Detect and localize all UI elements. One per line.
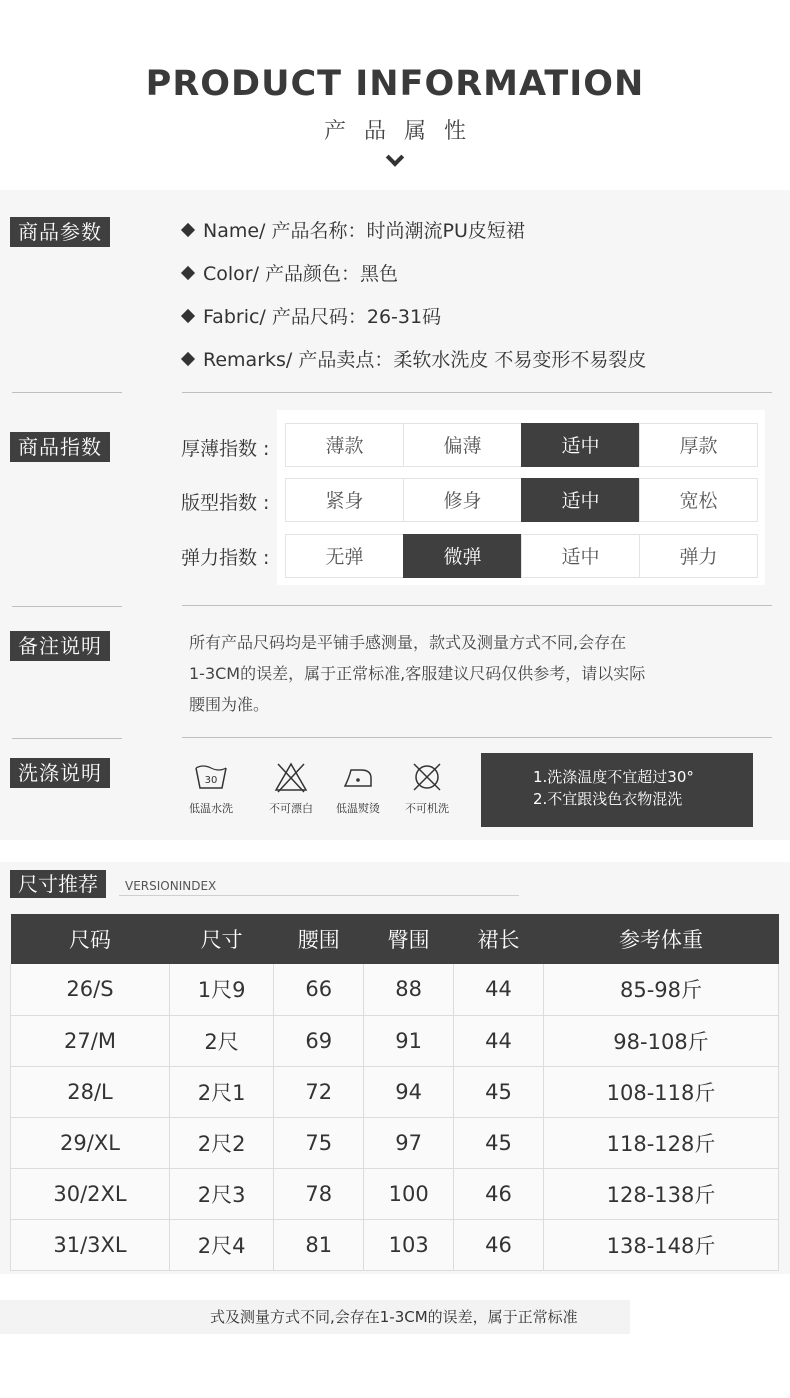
table-row (11, 1066, 779, 1117)
size-table-header (11, 914, 779, 964)
index-option-selected: 适中 (521, 423, 640, 467)
index-option: 薄款 (285, 423, 404, 467)
divider (119, 895, 519, 896)
table-cell: 91 (364, 1015, 454, 1066)
table-cell: 81 (274, 1219, 364, 1270)
attr-color: Color/ 产品颜色：黑色 (183, 259, 398, 286)
wash-30-icon (194, 760, 228, 794)
table-cell: 26/S (11, 964, 170, 1015)
index-option: 无弹 (285, 534, 404, 578)
divider (12, 392, 122, 393)
table-row (11, 1117, 779, 1168)
table-cell: 103 (364, 1219, 454, 1270)
attr-remarks: Remarks/ 产品卖点：柔软水洗皮 不易变形不易裂皮 (183, 345, 646, 372)
table-cell: 66 (274, 964, 364, 1015)
no-machine-wash-caption: 不可机洗 (405, 802, 449, 815)
table-cell: 45 (454, 1117, 544, 1168)
table-cell: 94 (364, 1066, 454, 1117)
wash-caption: 低温水洗 (189, 802, 233, 815)
table-cell: 75 (274, 1117, 364, 1168)
table-cell: 98-108斤 (544, 1015, 779, 1066)
table-cell: 100 (364, 1168, 454, 1219)
table-cell: 1尺9 (169, 964, 273, 1015)
table-cell: 138-148斤 (544, 1219, 779, 1270)
notes-text: 所有产品尺码均是平铺手感测量，款式及测量方式不同,会存在 1-3CM的误差，属于正常标准,客服建议尺码仅供参考，请以实际 腰围为准。 (189, 633, 646, 714)
table-cell: 2尺3 (169, 1168, 273, 1219)
attr-fabric: Fabric/ 产品尺码：26-31码 (183, 302, 441, 329)
table-cell: 78 (274, 1168, 364, 1219)
elasticity-index-label: 弹力指数 : (181, 547, 270, 569)
index-option: 宽松 (639, 478, 758, 522)
col-header: 臀围 (364, 914, 454, 964)
table-cell: 118-128斤 (544, 1117, 779, 1168)
divider (12, 738, 122, 739)
table-cell: 69 (274, 1015, 364, 1066)
table-cell: 44 (454, 964, 544, 1015)
low-iron-icon (341, 760, 375, 794)
washing-tips-box (481, 753, 753, 827)
fit-index-row (285, 478, 757, 522)
table-cell: 97 (364, 1117, 454, 1168)
table-cell: 2尺1 (169, 1066, 273, 1117)
table-cell: 2尺2 (169, 1117, 273, 1168)
index-option-selected: 微弹 (403, 534, 522, 578)
index-option-selected: 适中 (521, 478, 640, 522)
wash-temp-text: 30 (204, 775, 218, 786)
divider (182, 392, 772, 393)
table-cell: 27/M (11, 1015, 170, 1066)
diamond-bullet-icon (181, 352, 195, 366)
params-label: 商品参数 (10, 217, 110, 247)
page-title: PRODUCT INFORMATION (145, 64, 645, 104)
fit-index-label: 版型指数 : (181, 492, 270, 514)
table-cell: 28/L (11, 1066, 170, 1117)
table-cell: 46 (454, 1168, 544, 1219)
thickness-index-row (285, 423, 757, 467)
no-bleach-icon (274, 760, 308, 794)
table-row (11, 1168, 779, 1219)
no-bleach-caption: 不可漂白 (269, 802, 313, 815)
washing-tip: 2.不宜跟浅色衣物混洗 (533, 790, 683, 808)
table-row (11, 1015, 779, 1066)
table-cell: 30/2XL (11, 1168, 170, 1219)
table-cell: 29/XL (11, 1117, 170, 1168)
index-option: 紧身 (285, 478, 404, 522)
table-row (11, 1219, 779, 1270)
table-cell: 45 (454, 1066, 544, 1117)
table-cell: 85-98斤 (544, 964, 779, 1015)
page-header (0, 0, 790, 190)
washing-label: 洗涤说明 (10, 758, 110, 788)
col-header: 尺码 (11, 914, 170, 964)
table-cell: 2尺4 (169, 1219, 273, 1270)
table-cell: 31/3XL (11, 1219, 170, 1270)
table-cell: 108-118斤 (544, 1066, 779, 1117)
index-option: 厚款 (639, 423, 758, 467)
table-cell: 72 (274, 1066, 364, 1117)
col-header: 腰围 (274, 914, 364, 964)
index-option: 适中 (521, 534, 640, 578)
index-label: 商品指数 (10, 432, 110, 462)
index-option: 偏薄 (403, 423, 522, 467)
notes-label: 备注说明 (10, 631, 110, 661)
table-cell: 88 (364, 964, 454, 1015)
no-machine-wash-icon (410, 760, 444, 794)
elasticity-index-row (285, 534, 757, 578)
divider (182, 737, 772, 738)
table-cell: 2尺 (169, 1015, 273, 1066)
col-header: 参考体重 (544, 914, 779, 964)
diamond-bullet-icon (181, 223, 195, 237)
footer-text: 式及测量方式不同,会存在1-3CM的误差，属于正常标准 (210, 1308, 578, 1326)
table-cell: 44 (454, 1015, 544, 1066)
diamond-bullet-icon (181, 309, 195, 323)
version-index-text: VERSIONINDEX (125, 879, 217, 893)
diamond-bullet-icon (181, 266, 195, 280)
size-label: 尺寸推荐 (10, 870, 106, 898)
size-table (10, 914, 779, 1271)
table-cell: 128-138斤 (544, 1168, 779, 1219)
chevron-down-icon (386, 148, 404, 166)
col-header: 裙长 (454, 914, 544, 964)
washing-tip: 1.洗涤温度不宜超过30° (533, 768, 694, 786)
col-header: 尺寸 (169, 914, 273, 964)
divider (12, 606, 122, 607)
thickness-index-label: 厚薄指数 : (181, 438, 270, 460)
table-row (11, 964, 779, 1015)
page-subtitle: 产品属性 (323, 119, 484, 144)
index-option: 修身 (403, 478, 522, 522)
table-cell: 46 (454, 1219, 544, 1270)
index-option: 弹力 (639, 534, 758, 578)
divider (182, 605, 772, 606)
attr-name: Name/ 产品名称：时尚潮流PU皮短裙 (183, 216, 525, 243)
low-iron-caption: 低温熨烫 (336, 802, 380, 815)
